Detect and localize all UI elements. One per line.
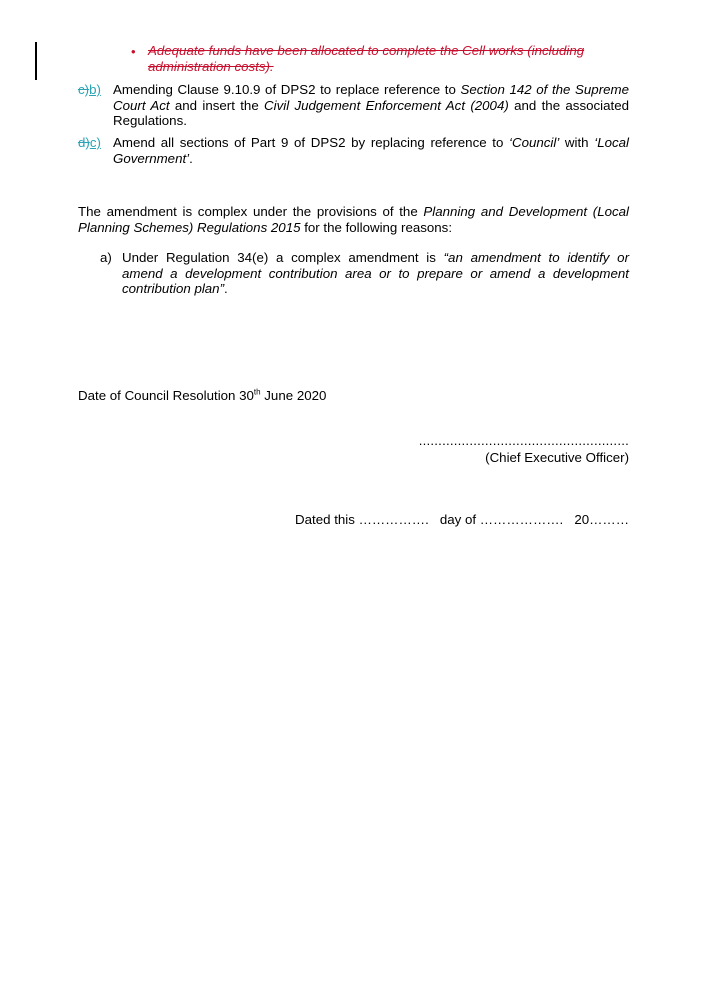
signature-title: (Chief Executive Officer): [485, 450, 629, 465]
item-c-label: [78, 135, 101, 151]
item-b-label: [78, 82, 101, 98]
deleted-bullet-text: Adequate funds have been allocated to complete the Cell works (including administration costs).: [148, 43, 585, 74]
deleted-label: c): [78, 82, 90, 97]
reason-a-text: Under Regulation 34(e) a complex amendment is “an amendment to identify or amend a development contribution area or to prepare or amend a development contribution plan”.: [122, 250, 629, 297]
inserted-label: b): [89, 82, 101, 97]
deleted-label: d): [78, 135, 90, 150]
bullet-icon: •: [131, 44, 136, 59]
item-c-text: Amend all sections of Part 9 of DPS2 by replacing reference to ‘Council’ with ‘Local Government’.: [113, 135, 629, 166]
reason-a-label: a): [100, 250, 112, 265]
signature-line: ......................................................: [418, 433, 629, 448]
complex-paragraph: The amendment is complex under the provisions of the Planning and Development (Local Planning Schemes) Regulations 2015 for the following reasons:: [78, 204, 629, 235]
dated-line: Dated this ……………. day of ………………. 20………: [295, 512, 629, 527]
inserted-label: c): [89, 135, 101, 150]
item-b-text: Amending Clause 9.10.9 of DPS2 to replace reference to Section 142 of the Supreme Court Act and insert the Civil Judgement Enforcement Act (2004) and the associated Regulations.: [113, 82, 629, 129]
change-bar: [35, 42, 37, 80]
council-resolution-date: Date of Council Resolution 30th June 2020: [78, 387, 327, 403]
